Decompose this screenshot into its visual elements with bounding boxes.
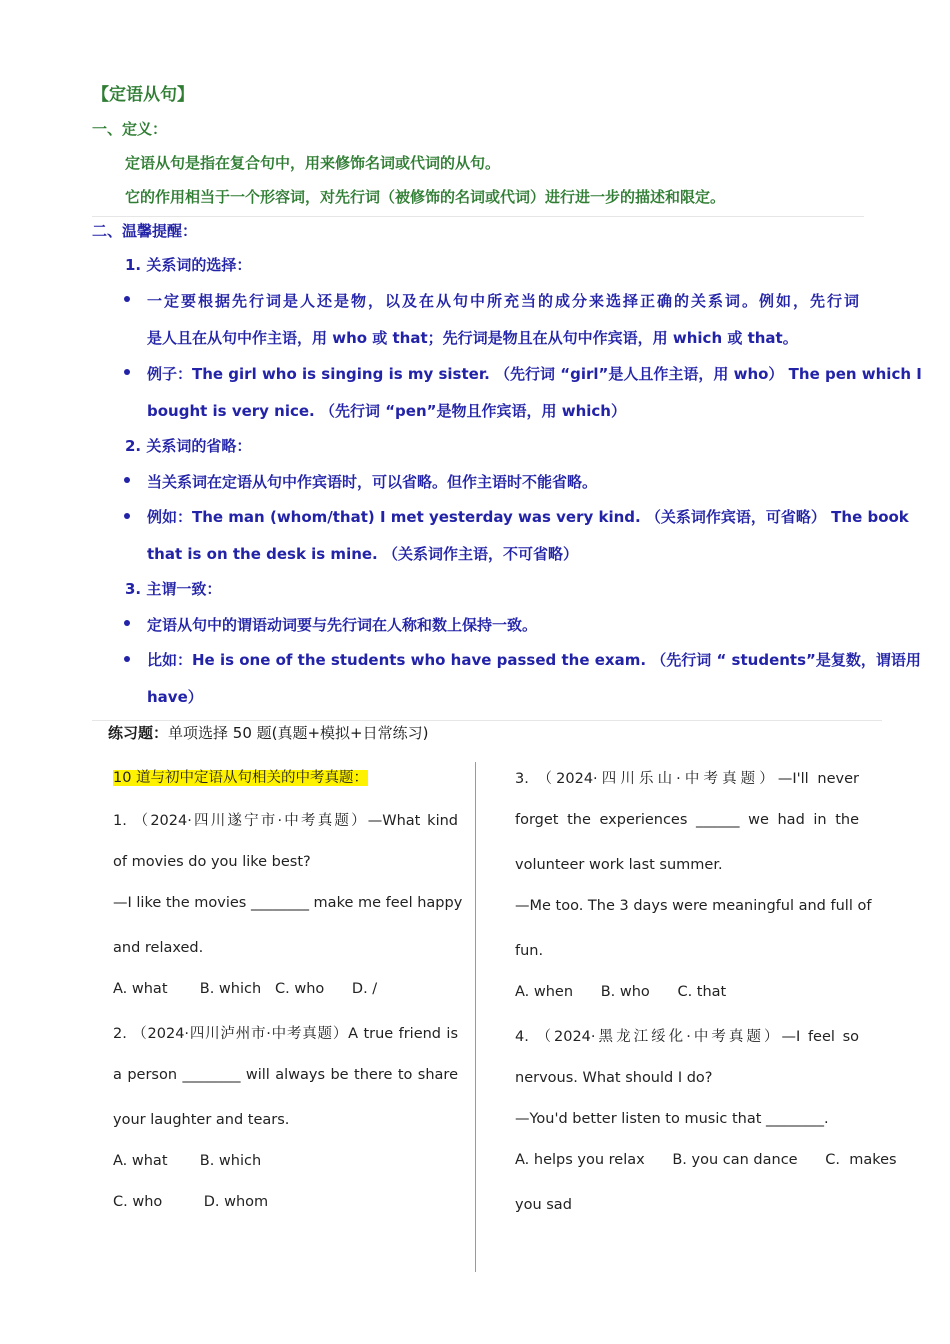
tip-3-bullet-2-line-1: 比如：He is one of the students who have passed the exam. （先行词 “ students”是复数，谓语用	[147, 651, 921, 669]
tip-1-bullet-2-line-1: 例子：The girl who is singing is my sister. （先行词 “girl”是人且作主语，用 who） The pen which I	[147, 365, 922, 383]
q4-line-2: nervous. What should I do?	[515, 1070, 713, 1086]
q1-line-4: and relaxed.	[113, 940, 204, 956]
tip-3-bullet-2-line-2: have）	[147, 688, 203, 706]
practice-label: 练习题：	[108, 724, 169, 742]
q1-line-1: 1. （2024·四川遂宁市·中考真题）—What kind	[113, 813, 458, 829]
tip-2-bullet-1: 当关系词在定语从句中作宾语时，可以省略。但作主语时不能省略。	[147, 473, 598, 491]
q3-line-2: forget the experiences ______ we had in the	[515, 812, 859, 828]
tip-1-bullet-2-line-2: bought is very nice. （先行词 “pen”是物且作宾语，用 which）	[147, 402, 626, 420]
bullet-icon	[124, 656, 130, 662]
q4-options-2: you sad	[515, 1197, 572, 1213]
q1-line-2: of movies do you like best?	[113, 854, 311, 870]
q3-line-3: volunteer work last summer.	[515, 857, 723, 873]
q4-line-3: —You'd better listen to music that ________.	[515, 1111, 829, 1127]
q3-line-4: —Me too. The 3 days were meaningful and full of	[515, 898, 872, 914]
tip-2-title: 2. 关系词的省略：	[125, 437, 252, 455]
definition-line-1: 定语从句是指在复合句中，用来修饰名词或代词的从句。	[125, 154, 501, 172]
tip-3-title: 3. 主谓一致：	[125, 580, 222, 598]
tip-1-bullet-1-line-1: 一定要根据先行词是人还是物，以及在从句中所充当的成分来选择正确的关系词。例如，先行词	[147, 292, 859, 310]
q2-line-2: a person ________ will always be there to share	[113, 1067, 458, 1083]
tip-1-title: 1. 关系词的选择：	[125, 256, 252, 274]
bullet-icon	[124, 620, 130, 626]
practice-header	[108, 722, 428, 743]
q2-line-3: your laughter and tears.	[113, 1112, 290, 1128]
definition-heading: 一、定义：	[92, 120, 168, 138]
divider	[92, 720, 882, 721]
q2-options-1: A. what B. which	[113, 1153, 262, 1169]
q2-options-2: C. who D. whom	[113, 1194, 269, 1210]
q1-options: A. what B. which C. who D. /	[113, 981, 378, 997]
q3-line-1: 3. （2024·四川乐山·中考真题）—I'll never	[515, 771, 859, 787]
tip-3-bullet-1: 定语从句中的谓语动词要与先行词在人称和数上保持一致。	[147, 616, 538, 634]
left-intro: 10 道与初中定语从句相关的中考真题：	[113, 770, 369, 786]
definition-line-2: 它的作用相当于一个形容词，对先行词（被修饰的名词或代词）进行进一步的描述和限定。	[125, 188, 726, 206]
practice-desc: 单项选择 50 题(真题+模拟+日常练习)	[168, 724, 429, 742]
page-title: 【定语从句】	[92, 85, 194, 105]
bullet-icon	[124, 369, 130, 375]
tip-2-bullet-2-line-1: 例如：The man (whom/that) I met yesterday was very kind. （关系词作宾语，可省略） The book	[147, 508, 909, 526]
tip-2-bullet-2-line-2: that is on the desk is mine. （关系词作主语，不可省略）	[147, 545, 578, 563]
q4-line-1: 4. （2024·黑龙江绥化·中考真题）—I feel so	[515, 1029, 859, 1045]
bullet-icon	[124, 513, 130, 519]
divider	[92, 216, 864, 217]
tips-heading: 二、温馨提醒：	[92, 222, 198, 240]
q2-line-1: 2. （2024·四川泸州市·中考真题）A true friend is	[113, 1026, 458, 1042]
q3-options: A. when B. who C. that	[515, 984, 727, 1000]
q3-line-5: fun.	[515, 943, 544, 959]
bullet-icon	[124, 477, 130, 483]
q1-line-3: —I like the movies ________ make me feel happy	[113, 895, 463, 911]
column-divider	[475, 762, 476, 1272]
q4-options-1: A. helps you relax B. you can dance C. makes	[515, 1152, 897, 1168]
tip-1-bullet-1-line-2: 是人且在从句中作主语，用 who 或 that；先行词是物且在从句中作宾语，用 which 或 that。	[147, 329, 798, 347]
bullet-icon	[124, 296, 130, 302]
